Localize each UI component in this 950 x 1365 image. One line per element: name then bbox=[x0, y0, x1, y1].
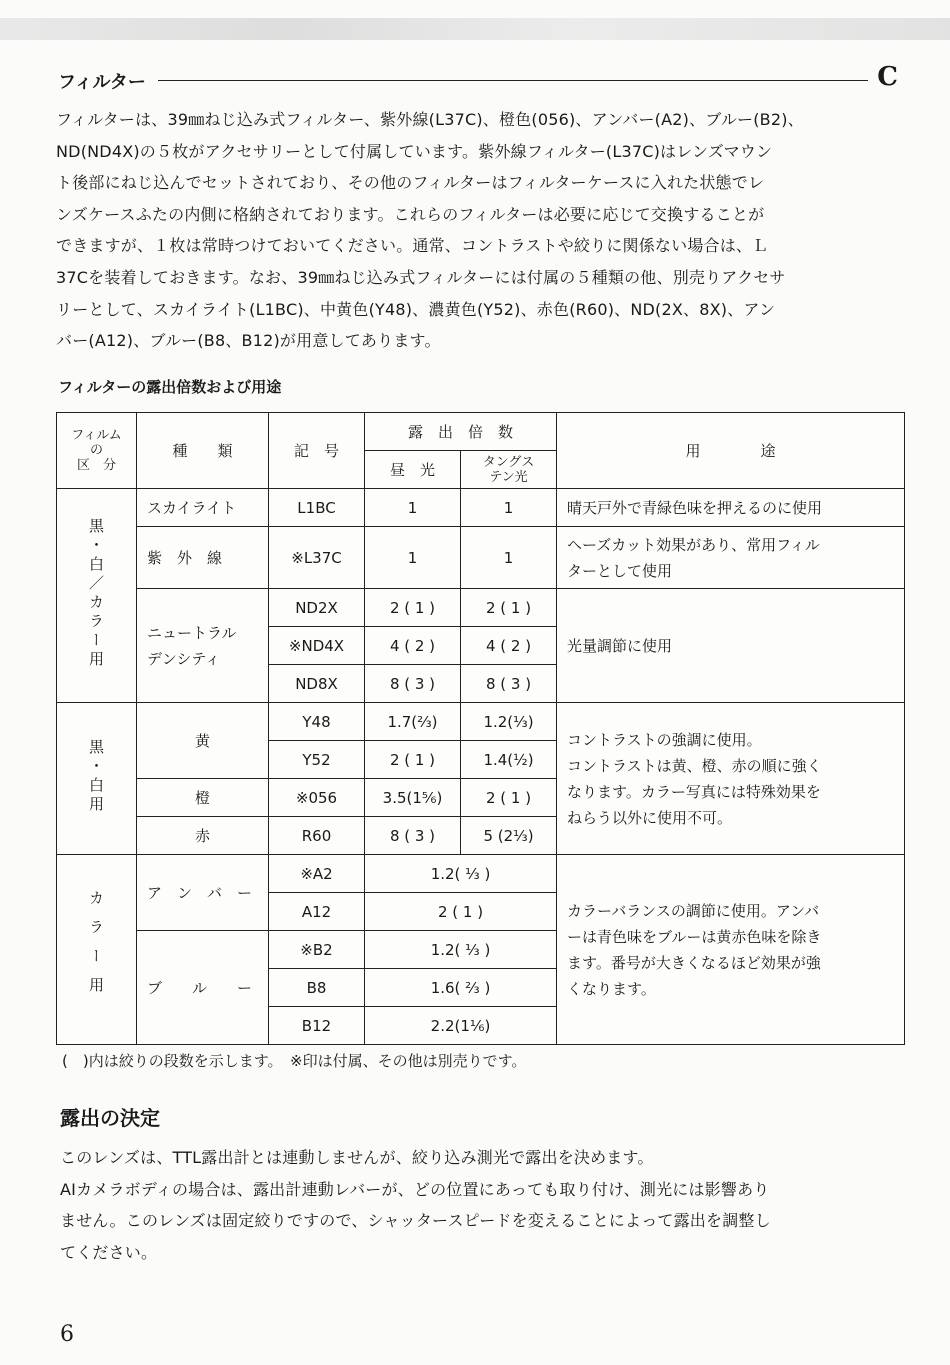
table-row bbox=[57, 527, 905, 589]
cell-daylight: 1.7(⅔) bbox=[365, 703, 461, 741]
intro-line: バー(A12)、ブルー(B8、B12)が用意してあります。 bbox=[56, 331, 441, 351]
cell-exposure: 1.2( ⅓ ) bbox=[365, 931, 557, 969]
body-line: ません。このレンズは固定絞りですので、シャッタースピードを変えることによって露出を調整し bbox=[60, 1211, 771, 1230]
cell-type: スカイライト bbox=[137, 489, 269, 527]
table-row bbox=[57, 589, 905, 627]
section-letter: C bbox=[877, 62, 898, 92]
cell-type: ア ン バ ー bbox=[137, 855, 269, 931]
group-color: カラー用 bbox=[57, 855, 137, 1045]
cell-tungsten: 5 (2⅓) bbox=[461, 817, 557, 855]
cell-type: 黄 bbox=[137, 703, 269, 779]
scan-edge-band bbox=[0, 18, 950, 40]
cell-use: ヘーズカット効果があり、常用フィル ターとして使用 bbox=[557, 527, 905, 589]
cell-code: B12 bbox=[269, 1007, 365, 1045]
intro-line: リーとして、スカイライト(L1BC)、中黄色(Y48)、濃黄色(Y52)、赤色(R60)、ND(2X、8X)、アン bbox=[56, 299, 776, 319]
cell-tungsten: 1.2(⅓) bbox=[461, 703, 557, 741]
body-line: てください。 bbox=[60, 1242, 158, 1262]
exposure-section-body bbox=[60, 1142, 910, 1268]
table-row bbox=[57, 703, 905, 741]
intro-line: ト後部にねじ込んでセットされており、その他のフィルターはフィルターケースに入れた状態でレ bbox=[56, 173, 765, 193]
cell-daylight: 2 ( 1 ) bbox=[365, 589, 461, 627]
cell-tungsten: 1.4(½) bbox=[461, 741, 557, 779]
cell-use: 光量調節に使用 bbox=[557, 589, 905, 703]
cell-daylight: 2 ( 1 ) bbox=[365, 741, 461, 779]
intro-line: できますが、１枚は常時つけておいてください。通常、コントラストや絞りに関係ない場合は、Ｌ bbox=[56, 236, 769, 256]
intro-line: フィルターは、39㎜ねじ込み式フィルター、紫外線(L37C)、橙色(056)、アンバー(A2)、ブルー(B2)、 bbox=[56, 110, 804, 129]
cell-use: コントラストの強調に使用。 コントラストは黄、橙、赤の順に強く なります。カラー写真には特殊効果を ねらう以外に使用不可。 bbox=[557, 703, 905, 855]
intro-paragraph bbox=[56, 104, 908, 357]
exposure-section-heading: 露出の決定 bbox=[60, 1106, 160, 1130]
cell-code: Y52 bbox=[269, 741, 365, 779]
section-header bbox=[58, 64, 898, 96]
header-code: 記 号 bbox=[269, 413, 365, 489]
cell-type: 紫 外 線 bbox=[137, 527, 269, 589]
cell-daylight: 3.5(1⅚) bbox=[365, 779, 461, 817]
intro-line: ND(ND4X)の５枚がアクセサリーとして付属しています。紫外線フィルター(L37C)はレンズマウン bbox=[56, 141, 773, 161]
cell-type: ニュートラル デンシティ bbox=[137, 589, 269, 703]
page-number: 6 bbox=[60, 1322, 74, 1347]
cell-tungsten: 2 ( 1 ) bbox=[461, 589, 557, 627]
section-title: フィルター bbox=[58, 68, 150, 94]
header-exposure-factor: 露 出 倍 数 bbox=[365, 413, 557, 451]
table-footnote: ( )内は絞りの段数を示します。 ※印は付属、その他は別売りです。 bbox=[62, 1052, 527, 1070]
cell-code: ※L37C bbox=[269, 527, 365, 589]
cell-daylight: 8 ( 3 ) bbox=[365, 665, 461, 703]
cell-code: B8 bbox=[269, 969, 365, 1007]
group-bw: 黒・白用 bbox=[57, 703, 137, 855]
cell-use: カラーバランスの調節に使用。アンバ ーは青色味をブルーは黄赤色味を除き ます。番号が大きくなるほど効果が強 くなります。 bbox=[557, 855, 905, 1045]
cell-code: Y48 bbox=[269, 703, 365, 741]
intro-line: 37Cを装着しておきます。なお、39㎜ねじ込み式フィルターには付属の５種類の他、別売りアクセサ bbox=[56, 267, 786, 287]
cell-type: ブ ル ー bbox=[137, 931, 269, 1045]
cell-daylight: 1 bbox=[365, 489, 461, 527]
cell-code: ※B2 bbox=[269, 931, 365, 969]
cell-type: 赤 bbox=[137, 817, 269, 855]
cell-daylight: 1 bbox=[365, 527, 461, 589]
table-caption: フィルターの露出倍数および用途 bbox=[58, 378, 282, 396]
table-header-row bbox=[57, 413, 905, 451]
cell-daylight: 4 ( 2 ) bbox=[365, 627, 461, 665]
header-use: 用 途 bbox=[557, 413, 905, 489]
cell-code: ND2X bbox=[269, 589, 365, 627]
cell-use: 晴天戸外で青緑色味を押えるのに使用 bbox=[557, 489, 905, 527]
cell-type: 橙 bbox=[137, 779, 269, 817]
header-film-category: フィルム の 区 分 bbox=[57, 413, 137, 489]
cell-code: ※056 bbox=[269, 779, 365, 817]
cell-tungsten: 1 bbox=[461, 527, 557, 589]
header-rule bbox=[158, 80, 868, 81]
cell-code: R60 bbox=[269, 817, 365, 855]
intro-line: ンズケースふたの内側に格納されております。これらのフィルターは必要に応じて交換することが bbox=[56, 204, 765, 224]
cell-code: A12 bbox=[269, 893, 365, 931]
cell-exposure: 2 ( 1 ) bbox=[365, 893, 557, 931]
header-daylight: 昼 光 bbox=[365, 451, 461, 489]
cell-code: ND8X bbox=[269, 665, 365, 703]
cell-exposure: 1.2( ⅓ ) bbox=[365, 855, 557, 893]
cell-daylight: 8 ( 3 ) bbox=[365, 817, 461, 855]
cell-code: ※ND4X bbox=[269, 627, 365, 665]
cell-tungsten: 8 ( 3 ) bbox=[461, 665, 557, 703]
cell-code: ※A2 bbox=[269, 855, 365, 893]
body-line: このレンズは、TTL露出計とは連動しませんが、絞り込み測光で露出を決めます。 bbox=[60, 1148, 654, 1167]
header-tungsten: タングス テン光 bbox=[461, 451, 557, 489]
cell-tungsten: 2 ( 1 ) bbox=[461, 779, 557, 817]
table-row bbox=[57, 855, 905, 893]
cell-exposure: 1.6( ⅔ ) bbox=[365, 969, 557, 1007]
cell-tungsten: 4 ( 2 ) bbox=[461, 627, 557, 665]
cell-tungsten: 1 bbox=[461, 489, 557, 527]
cell-code: L1BC bbox=[269, 489, 365, 527]
table-row bbox=[57, 489, 905, 527]
cell-exposure: 2.2(1⅙) bbox=[365, 1007, 557, 1045]
filter-table bbox=[56, 412, 905, 1045]
body-line: AIカメラボディの場合は、露出計連動レバーが、どの位置にあっても取り付け、測光には影響あり bbox=[60, 1179, 770, 1199]
header-type: 種 類 bbox=[137, 413, 269, 489]
group-bw-color: 黒・白／カラー用 bbox=[57, 489, 137, 703]
